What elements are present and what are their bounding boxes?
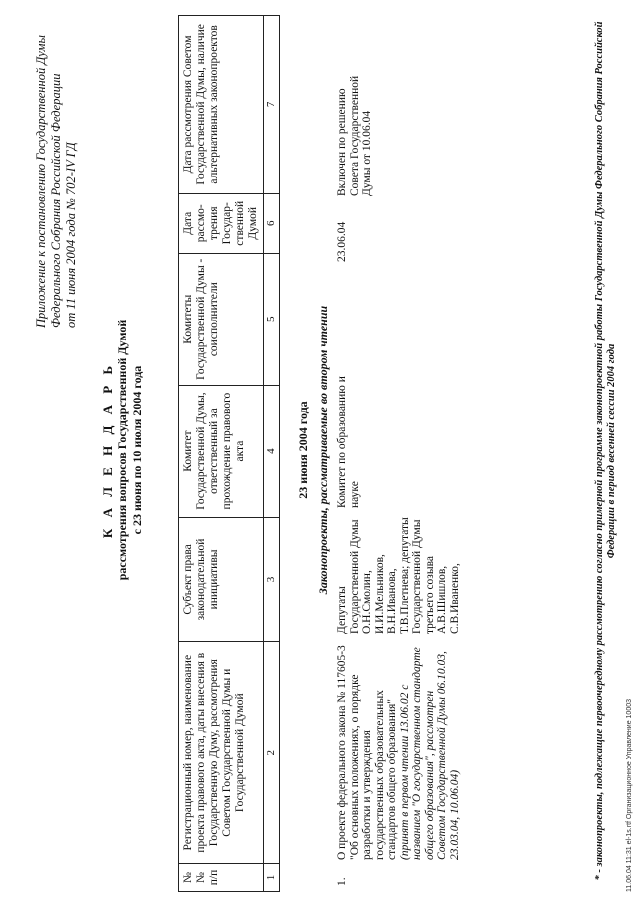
header-row	[179, 16, 264, 892]
header-cell: №№ п/п	[179, 864, 264, 892]
header-cell: Дата рассмотрения Советом Государственной Думы, наличие альтернативных законопроектов	[179, 16, 264, 194]
item-subject: Депутаты Государственной Думы О.Н.Смолин, И.И.Мельников, В.Н.Иванова, Т.В.Плетнева; депутаты Государственной Думы третьего созыва А.В.Шишлов, С.В.Иваненко,	[336, 517, 461, 634]
column-number: 2	[264, 642, 280, 864]
column-number: 1	[264, 864, 280, 892]
title-line-2: рассмотрения вопросов Государственной Думой	[115, 319, 129, 581]
table-row	[336, 15, 586, 892]
column-number: 6	[264, 193, 280, 253]
item-date: 23.06.04	[336, 221, 348, 262]
header-cell: Субъект права законодательной инициативы	[179, 517, 264, 642]
column-number: 7	[264, 16, 280, 194]
item-title: О проекте федерального закона № 117605-3 "Об основных положениях, о порядке разработки и утверждения государственных образовательных стандартов общего образования"	[336, 645, 398, 860]
document-title	[100, 0, 145, 900]
appendix-line-2: Федерального Собрания Российской Федерации	[49, 73, 63, 328]
column-number: 5	[264, 253, 280, 385]
appendix-line-1: Приложение к постановлению Государственной Думы	[34, 35, 48, 328]
footnote: * - законопроекты, подлежащие первоочередному рассмотрению согласно примерной программе законопроектной работы Государственной Думы Федерального Собрания Российской Федерации в период весенней сессии 2004 года	[594, 21, 617, 881]
item-title-cell	[336, 645, 461, 860]
appendix-line-3: от 11 июня 2004 года № 702-IV ГД	[64, 142, 78, 328]
item-number: 1.	[336, 877, 348, 886]
header-cell: Комитеты Государственной Думы - соисполнители	[179, 253, 264, 385]
header-cell: Регистрационный номер, наименование проекта правового акта, даты внесения в Государственную Думу, рассмотрения Советом Государственной Думы и Государственной Думой	[179, 642, 264, 864]
item-council-decision: Включен по решению Совета Государственной Думы от 10.06.04	[336, 75, 373, 196]
appendix-note	[34, 18, 79, 328]
title-line-3: с 23 июня по 10 июля 2004 года	[130, 365, 144, 535]
file-meta: 11.06.04 11:31 el-1s.rtf Организационное Управление 10003	[626, 698, 633, 892]
calendar-table-header	[178, 15, 280, 892]
header-cell: Комитет Государственной Думы, ответственный за прохождение правового акта	[179, 385, 264, 517]
date-heading: 23 июня 2004 года	[296, 401, 310, 499]
item-note: (принят в первом чтении 13.06.02 с названием "О государственном стандарте общего образования", рассмотрен Советом Государственной Думы 06.10.03, 23.03.04, 10.06.04)	[398, 647, 461, 860]
header-cell: Дата рассмо-трения Государ-ственной Думой	[179, 193, 264, 253]
section-heading: Законопроекты, рассматриваемые во втором чтении	[316, 305, 330, 595]
item-committee: Комитет по образованию и науке	[336, 376, 361, 508]
column-number-row	[264, 16, 280, 892]
title-main: К А Л Е Н Д А Р Ь	[100, 361, 115, 539]
column-number: 3	[264, 517, 280, 642]
column-number: 4	[264, 385, 280, 517]
